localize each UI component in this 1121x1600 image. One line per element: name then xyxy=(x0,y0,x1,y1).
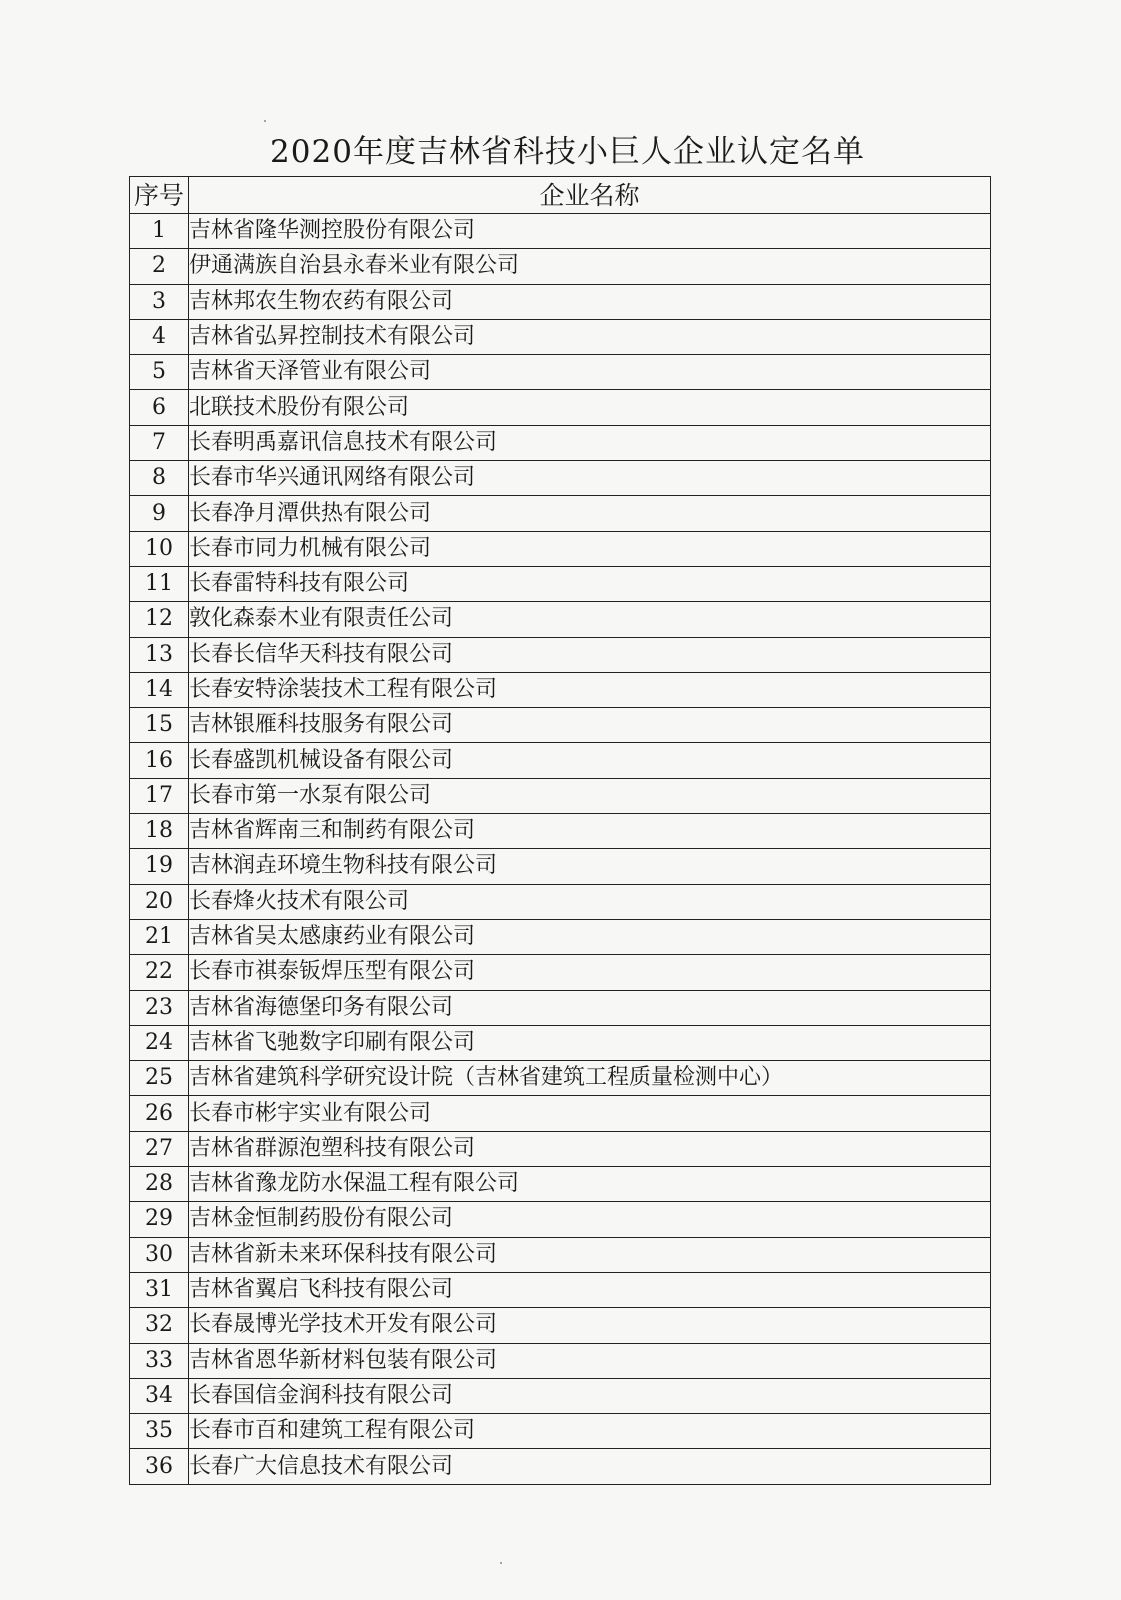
row-name-cell: 长春市祺泰钣焊压型有限公司 xyxy=(189,955,991,990)
table-row xyxy=(130,1025,991,1060)
enterprise-table xyxy=(129,176,991,1485)
row-name-cell: 长春雷特科技有限公司 xyxy=(189,566,991,601)
row-seq-cell: 28 xyxy=(130,1167,189,1202)
table-row xyxy=(130,814,991,849)
row-name-cell: 吉林省隆华测控股份有限公司 xyxy=(189,214,991,249)
row-seq-cell: 9 xyxy=(130,496,189,531)
table-row xyxy=(130,1096,991,1131)
table-row xyxy=(130,1202,991,1237)
row-seq-cell: 30 xyxy=(130,1237,189,1272)
row-seq-cell: 26 xyxy=(130,1096,189,1131)
row-name-cell: 吉林省飞驰数字印刷有限公司 xyxy=(189,1025,991,1060)
row-name-cell: 伊通满族自治县永春米业有限公司 xyxy=(189,249,991,284)
row-seq-cell: 2 xyxy=(130,249,189,284)
table-row xyxy=(130,955,991,990)
table-row xyxy=(130,708,991,743)
row-name-cell: 长春晟博光学技术开发有限公司 xyxy=(189,1308,991,1343)
row-seq-cell: 12 xyxy=(130,602,189,637)
row-name-cell: 吉林金恒制药股份有限公司 xyxy=(189,1202,991,1237)
row-seq-cell: 20 xyxy=(130,884,189,919)
row-seq-cell: 24 xyxy=(130,1025,189,1060)
row-name-cell: 长春市第一水泵有限公司 xyxy=(189,778,991,813)
row-name-cell: 长春市百和建筑工程有限公司 xyxy=(189,1414,991,1449)
table-row xyxy=(130,884,991,919)
row-seq-cell: 14 xyxy=(130,672,189,707)
row-seq-cell: 29 xyxy=(130,1202,189,1237)
table-row xyxy=(130,1414,991,1449)
table-row xyxy=(130,1272,991,1307)
row-name-cell: 吉林省辉南三和制药有限公司 xyxy=(189,814,991,849)
row-seq-cell: 17 xyxy=(130,778,189,813)
row-seq-cell: 13 xyxy=(130,637,189,672)
table-row xyxy=(130,778,991,813)
row-name-cell: 长春市彬宇实业有限公司 xyxy=(189,1096,991,1131)
row-seq-cell: 5 xyxy=(130,355,189,390)
scan-speck xyxy=(264,120,266,122)
scan-speck xyxy=(500,1562,502,1564)
row-seq-cell: 34 xyxy=(130,1378,189,1413)
row-seq-cell: 3 xyxy=(130,284,189,319)
row-name-cell: 长春长信华天科技有限公司 xyxy=(189,637,991,672)
table-row xyxy=(130,249,991,284)
row-name-cell: 长春市华兴通讯网络有限公司 xyxy=(189,461,991,496)
row-seq-cell: 36 xyxy=(130,1449,189,1484)
row-name-cell: 吉林省新未来环保科技有限公司 xyxy=(189,1237,991,1272)
table-row xyxy=(130,602,991,637)
row-name-cell: 吉林润垚环境生物科技有限公司 xyxy=(189,849,991,884)
table-row xyxy=(130,319,991,354)
table-row xyxy=(130,1237,991,1272)
row-name-cell: 长春明禹嘉讯信息技术有限公司 xyxy=(189,425,991,460)
page-title: 2020年度吉林省科技小巨人企业认定名单 xyxy=(270,134,865,170)
table-row xyxy=(130,1061,991,1096)
row-name-cell: 吉林省恩华新材料包装有限公司 xyxy=(189,1343,991,1378)
table-row xyxy=(130,1449,991,1484)
row-seq-cell: 25 xyxy=(130,1061,189,1096)
row-seq-cell: 10 xyxy=(130,531,189,566)
row-seq-cell: 1 xyxy=(130,214,189,249)
table-row xyxy=(130,496,991,531)
table-row xyxy=(130,990,991,1025)
row-name-cell: 长春广大信息技术有限公司 xyxy=(189,1449,991,1484)
table-row xyxy=(130,390,991,425)
row-name-cell: 吉林银雁科技服务有限公司 xyxy=(189,708,991,743)
row-name-cell: 长春净月潭供热有限公司 xyxy=(189,496,991,531)
row-name-cell: 长春盛凯机械设备有限公司 xyxy=(189,743,991,778)
row-name-cell: 吉林省群源泡塑科技有限公司 xyxy=(189,1131,991,1166)
table-row xyxy=(130,1343,991,1378)
row-seq-cell: 4 xyxy=(130,319,189,354)
table-header-row xyxy=(130,177,991,214)
row-seq-cell: 22 xyxy=(130,955,189,990)
row-seq-cell: 11 xyxy=(130,566,189,601)
row-name-cell: 长春市同力机械有限公司 xyxy=(189,531,991,566)
row-seq-cell: 31 xyxy=(130,1272,189,1307)
row-seq-cell: 7 xyxy=(130,425,189,460)
column-header-seq: 序号 xyxy=(130,177,189,214)
row-name-cell: 敦化森泰木业有限责任公司 xyxy=(189,602,991,637)
table-row xyxy=(130,1378,991,1413)
row-seq-cell: 8 xyxy=(130,461,189,496)
row-name-cell: 吉林省弘昇控制技术有限公司 xyxy=(189,319,991,354)
row-seq-cell: 33 xyxy=(130,1343,189,1378)
table-row xyxy=(130,1167,991,1202)
row-name-cell: 长春烽火技术有限公司 xyxy=(189,884,991,919)
table-row xyxy=(130,1131,991,1166)
row-seq-cell: 18 xyxy=(130,814,189,849)
row-name-cell: 长春安特涂装技术工程有限公司 xyxy=(189,672,991,707)
row-seq-cell: 35 xyxy=(130,1414,189,1449)
table-row xyxy=(130,672,991,707)
table-row xyxy=(130,284,991,319)
row-seq-cell: 19 xyxy=(130,849,189,884)
table-row xyxy=(130,919,991,954)
table-row xyxy=(130,461,991,496)
table-row xyxy=(130,849,991,884)
row-name-cell: 吉林省海德堡印务有限公司 xyxy=(189,990,991,1025)
row-name-cell: 吉林省天泽管业有限公司 xyxy=(189,355,991,390)
row-seq-cell: 16 xyxy=(130,743,189,778)
table-row xyxy=(130,214,991,249)
table-row xyxy=(130,425,991,460)
row-name-cell: 吉林省翼启飞科技有限公司 xyxy=(189,1272,991,1307)
row-seq-cell: 21 xyxy=(130,919,189,954)
table-row xyxy=(130,566,991,601)
table-row xyxy=(130,743,991,778)
row-name-cell: 北联技术股份有限公司 xyxy=(189,390,991,425)
table-row xyxy=(130,355,991,390)
row-name-cell: 吉林省吴太感康药业有限公司 xyxy=(189,919,991,954)
row-name-cell: 长春国信金润科技有限公司 xyxy=(189,1378,991,1413)
row-seq-cell: 32 xyxy=(130,1308,189,1343)
table-row xyxy=(130,531,991,566)
row-name-cell: 吉林省建筑科学研究设计院（吉林省建筑工程质量检测中心） xyxy=(189,1061,991,1096)
table-row xyxy=(130,1308,991,1343)
row-seq-cell: 6 xyxy=(130,390,189,425)
row-seq-cell: 27 xyxy=(130,1131,189,1166)
row-name-cell: 吉林邦农生物农药有限公司 xyxy=(189,284,991,319)
table-body xyxy=(130,214,991,1485)
row-seq-cell: 23 xyxy=(130,990,189,1025)
row-name-cell: 吉林省豫龙防水保温工程有限公司 xyxy=(189,1167,991,1202)
column-header-name: 企业名称 xyxy=(189,177,991,214)
row-seq-cell: 15 xyxy=(130,708,189,743)
table-row xyxy=(130,637,991,672)
